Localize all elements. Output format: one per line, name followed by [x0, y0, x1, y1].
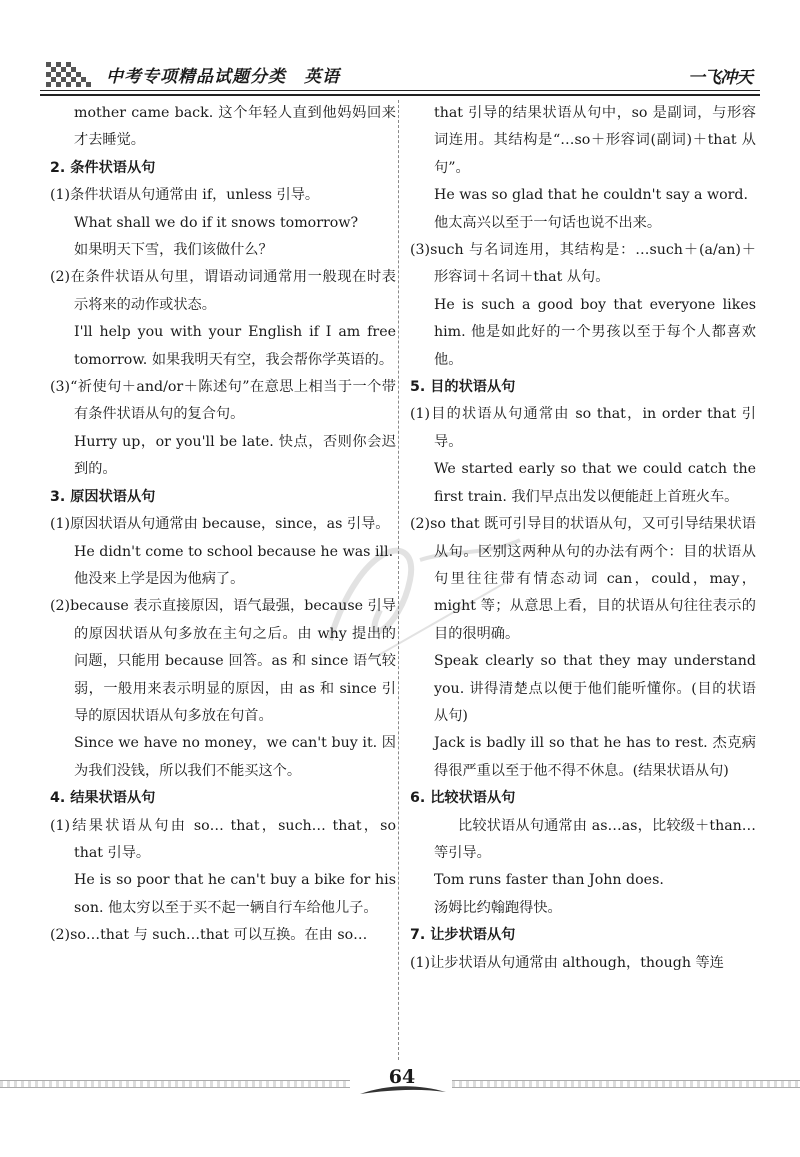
example-zh: 如果明天下雪，我们该做什么？ [74, 242, 273, 259]
section-heading: 2. 条件状语从句 [50, 159, 156, 176]
paragraph: (1)原因状语从句通常由 because，since，as 引导。 [50, 516, 390, 533]
footer-ornament-right [452, 1080, 800, 1088]
footer-ornament-left [0, 1080, 350, 1088]
example-en: We started early so that we could catch the first train. 我们早点出发以便能赶上首班火车。 [434, 461, 756, 505]
section-heading: 6. 比较状语从句 [410, 790, 516, 807]
page-header [40, 52, 760, 96]
paragraph: that 引导的结果状语从句中，so 是副词，与形容词连用。其结构是“…so＋形容词(副词)＋that 从句”。 [434, 105, 756, 176]
example-zh: 汤姆比约翰跑得快。 [434, 899, 562, 916]
paragraph: (1)结果状语从句由 so… that，such… that，so that 引导。 [50, 817, 396, 861]
example-en: Hurry up，or you'll be late. 快点，否则你会迟到的。 [74, 433, 396, 478]
header-book-title: 中考专项精品试题分类 [106, 67, 286, 87]
column-divider [398, 100, 400, 1060]
paragraph: (1)让步状语从句通常由 although，though 等连 [410, 954, 724, 971]
section-heading: 4. 结果状语从句 [50, 790, 156, 807]
example-en: Since we have no money，we can't buy it. 因为我们没钱，所以我们不能买这个。 [74, 735, 396, 779]
paragraph: (1)条件状语从句通常由 if，unless 引导。 [50, 187, 320, 204]
paragraph: (3)“祈使句＋and/or＋陈述句”在意思上相当于一个带有条件状语从句的复合句。 [50, 379, 396, 423]
paragraph: (2)在条件状语从句里，谓语动词通常用一般现在时表示将来的动作或状态。 [50, 269, 396, 313]
paragraph: (2)so…that 与 such…that 可以互换。在由 so… [50, 927, 368, 944]
example-en: Tom runs faster than John does. [434, 872, 664, 889]
page-footer [0, 1060, 800, 1110]
section-heading: 7. 让步状语从句 [410, 927, 516, 944]
example-zh: 他没来上学是因为他病了。 [74, 570, 245, 587]
example-en: I'll help you with your English if I am free tomorrow. 如果我明天有空，我会帮你学英语的。 [74, 324, 396, 368]
example-en: He is so poor that he can't buy a bike for his son. 他太穷以至于买不起一辆自行车给他儿子。 [74, 872, 396, 916]
example-en: Speak clearly so that they may understand you. 讲得清楚点以便于他们能听懂你。(目的状语从句) [434, 653, 756, 724]
paragraph: (1)目的状语从句通常由 so that，in order that 引导。 [410, 406, 756, 450]
header-rule [40, 94, 760, 96]
header-subject: 英语 [304, 67, 340, 87]
example-en: He is such a good boy that everyone likes him. 他是如此好的一个男孩以至于每个人都喜欢他。 [434, 296, 756, 368]
paragraph: (2)because 表示直接原因，语气最强，because 引导的原因状语从句多放在主句之后。由 why 提出的问题，只能用 because 回答。as 和 since 语气较弱，一般用来表示明显的原因，由 as 和 since 引导的原因状语从句多放在句首。 [50, 598, 396, 724]
paragraph: 比较状语从句通常由 as…as，比较级＋than…等引导。 [434, 817, 756, 861]
header-rule-thin [40, 90, 760, 91]
section-heading: 3. 原因状语从句 [50, 488, 156, 505]
section-heading: 5. 目的状语从句 [410, 379, 516, 396]
example-zh: 他太高兴以至于一句话也说不出来。 [434, 214, 662, 231]
page-number: 64 [388, 1066, 416, 1088]
right-column [410, 100, 756, 977]
example-en: What shall we do if it snows tomorrow? [74, 214, 359, 231]
header-brand: 一飞冲天 [688, 68, 752, 88]
left-column [50, 100, 396, 950]
example-en: He was so glad that he couldn't say a word. [434, 187, 749, 204]
logo-icon [44, 58, 94, 90]
example-en: Jack is badly ill so that he has to rest. 杰克病得很严重以至于他不得不休息。(结果状语从句) [434, 735, 756, 779]
paragraph: (3)such 与名词连用，其结构是：…such＋(a/an)＋形容词＋名词＋that 从句。 [410, 242, 756, 286]
paragraph: (2)so that 既可引导目的状语从句，又可引导结果状语从句。区别这两种从句的办法有两个：目的状语从句里往往带有情态动词 can，could，may，might 等；从意思上看，目的状语从句往往表示的目的很明确。 [410, 516, 756, 642]
example-en: He didn't come to school because he was ill. [74, 543, 394, 560]
header-title [106, 62, 340, 87]
paragraph: mother came back. 这个年轻人直到他妈妈回来才去睡觉。 [74, 105, 396, 149]
